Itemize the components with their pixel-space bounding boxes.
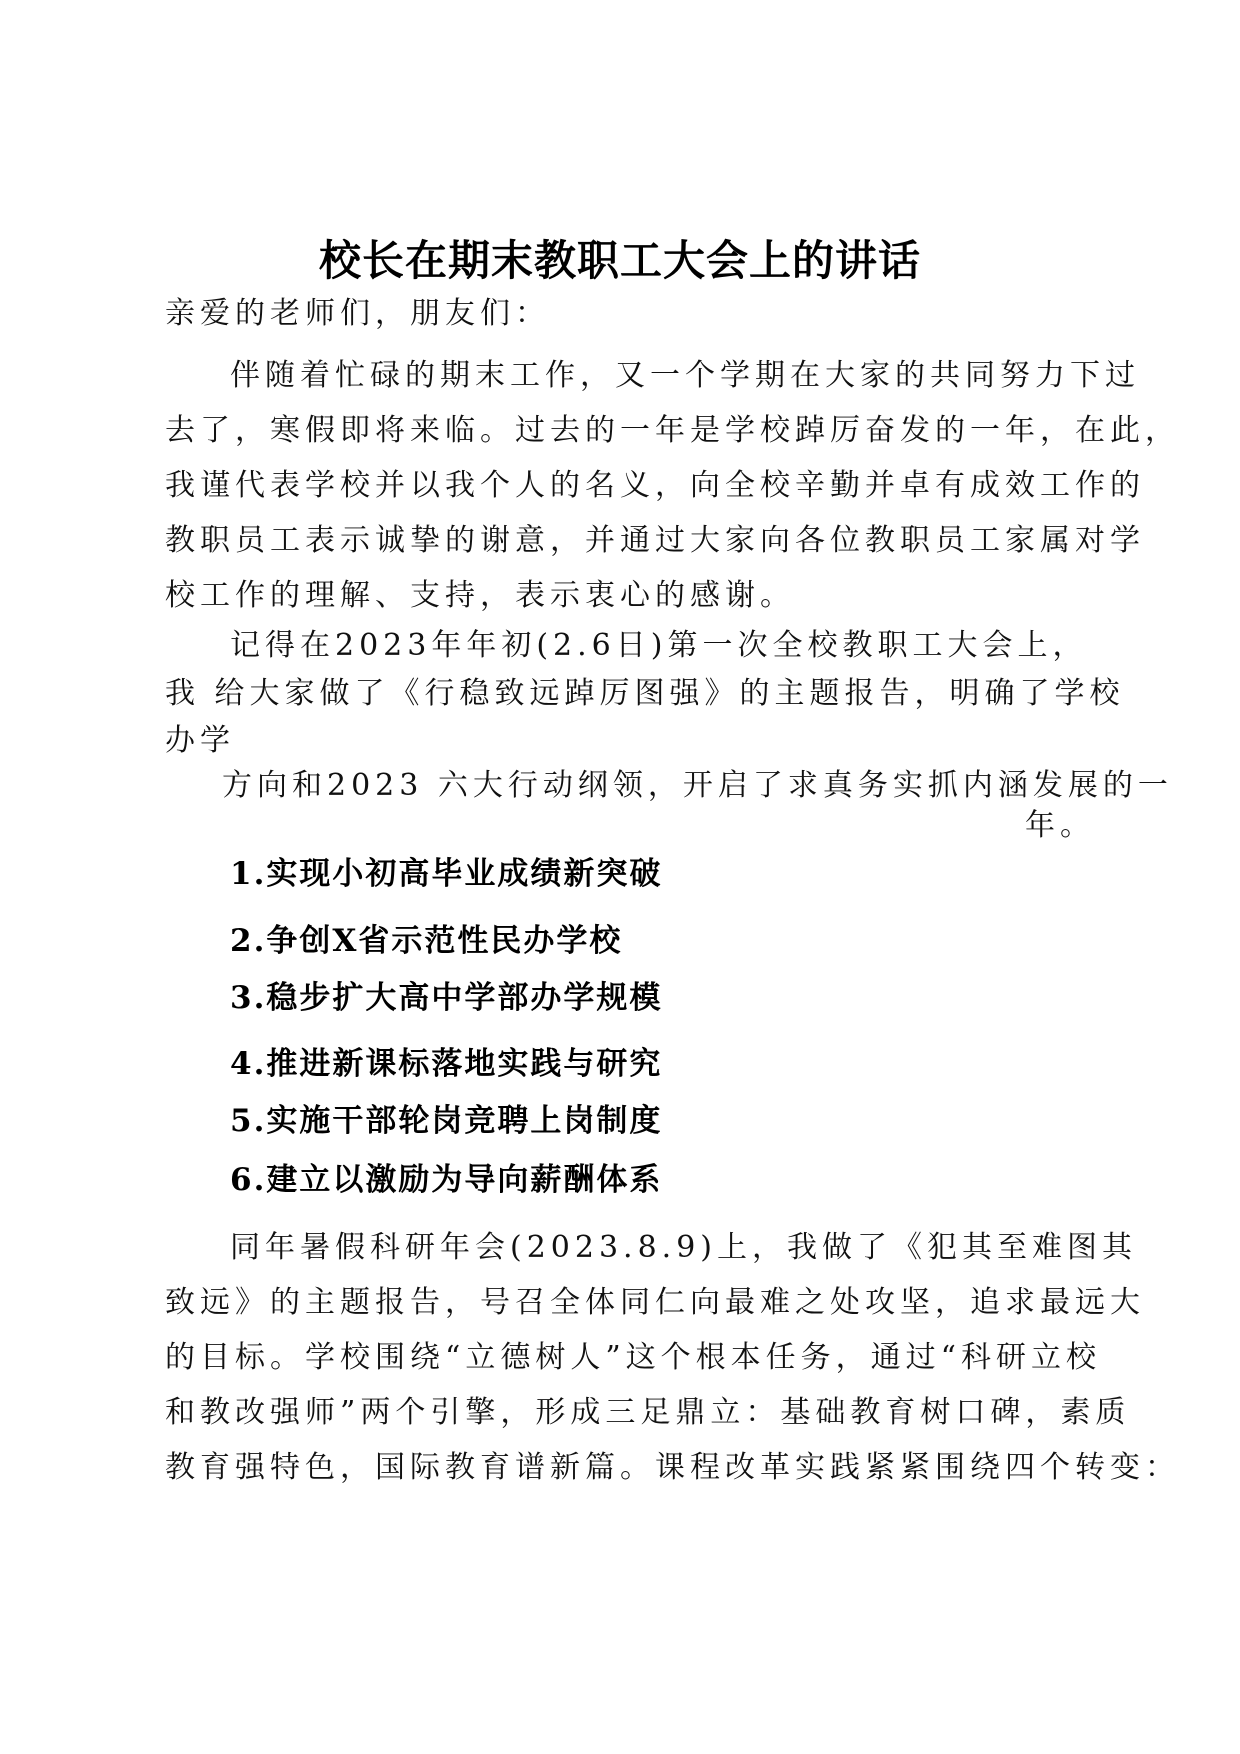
paragraph3-line: 致远》的主题报告，号召全体同仁向最难之处攻坚，追求最远大 (165, 1285, 1145, 1320)
paragraph2-line: 办学 (165, 723, 235, 758)
paragraph3-line: 和教改强师”两个引擎，形成三足鼎立：基础教育树口碑，素质 (165, 1395, 1131, 1430)
salutation: 亲爱的老师们，朋友们： (165, 296, 550, 331)
paragraph1-line: 伴随着忙碌的期末工作，又一个学期在大家的共同努力下过 (230, 358, 1140, 393)
paragraph2-line: 方向和2023 六大行动纲领，开启了求真务实抓内涵发展的一 (222, 768, 1173, 803)
paragraph1-line: 去了，寒假即将来临。过去的一年是学校踔厉奋发的一年，在此， (165, 413, 1180, 448)
paragraph3-line: 同年暑假科研年会(2023.8.9)上，我做了《犯其至难图其 (230, 1230, 1138, 1265)
paragraph1-line: 教职员工表示诚挚的谢意，并通过大家向各位教职员工家属对学 (165, 523, 1145, 558)
action-item: 4.推进新课标落地实践与研究 (230, 1046, 663, 1082)
paragraph1-line: 校工作的理解、支持，表示衷心的感谢。 (165, 578, 795, 613)
action-item: 3.稳步扩大高中学部办学规模 (230, 980, 663, 1016)
paragraph2-line: 记得在2023年年初(2.6日)第一次全校教职工大会上， (230, 628, 1088, 663)
paragraph3-line: 教育强特色，国际教育谱新篇。课程改革实践紧紧围绕四个转变： (165, 1450, 1180, 1485)
paragraph2-line: 年。 (1025, 808, 1095, 843)
paragraph2-line: 我 给大家做了《行稳致远踔厉图强》的主题报告，明确了学校 (165, 676, 1125, 711)
action-item: 5.实施干部轮岗竞聘上岗制度 (230, 1103, 663, 1139)
action-item: 1.实现小初高毕业成绩新突破 (230, 856, 663, 892)
paragraph1-line: 我谨代表学校并以我个人的名义，向全校辛勤并卓有成效工作的 (165, 468, 1145, 503)
paragraph3-line: 的目标。学校围绕“立德树人”这个根本任务，通过“科研立校 (165, 1340, 1102, 1375)
action-item: 2.争创X省示范性民办学校 (230, 923, 623, 959)
document-title: 校长在期末教职工大会上的讲话 (318, 236, 921, 285)
action-item: 6.建立以激励为导向薪酬体系 (230, 1162, 663, 1198)
